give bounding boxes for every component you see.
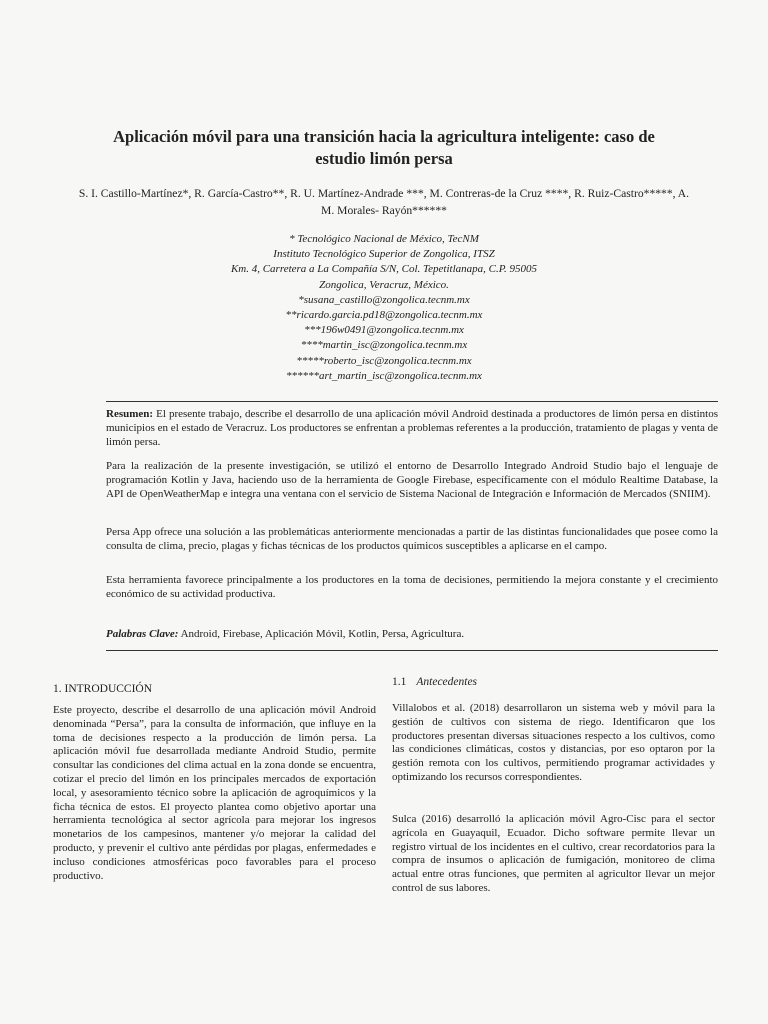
keywords-text: Android, Firebase, Aplicación Móvil, Kotlin, Persa, Agricultura. xyxy=(180,628,465,640)
keywords xyxy=(106,627,718,641)
abstract-paragraph-4: Esta herramienta favorece principalmente a los productores en la toma de decisiones, permitiendo la mejora constante y el crecimiento económico de su actividad productiva. xyxy=(106,574,718,600)
paper-title xyxy=(70,126,698,170)
author-email: ******art_martin_isc@zongolica.tecnm.mx xyxy=(286,369,482,382)
author-email: *****roberto_isc@zongolica.tecnm.mx xyxy=(296,354,472,367)
authors-line-2: M. Morales- Rayón****** xyxy=(321,204,447,217)
section-heading-introduction: 1. INTRODUCCIÓN xyxy=(53,683,153,695)
author-email: *susana_castillo@zongolica.tecnm.mx xyxy=(298,293,470,306)
author-email: ****martin_isc@zongolica.tecnm.mx xyxy=(300,339,468,352)
introduction-text: Este proyecto, describe el desarrollo de una aplicación móvil Android denominada “Persa”, para la consulta de información, que influye en la toma de decisiones respecto a la producción de limón persa. La aplicación móvil fue desarrollada mediante Android Studio, permite consultar las condiciones del clima actual en la zona donde se encuentra, cotizar el precio del limón en los principales mercados de exportación local, y asesoramiento técnico sobre la aplicación de agroquímicos y la ficha técnica de estos. El proyecto plantea como objetivo aportar una herramienta tecnológica al sector agrícola para mejorar los ingresos monetarios de los campesinos, mantener y/o mejorar la calidad del producto, y prevenir el cultivo ante pérdidas por plagas, enfermedades e incluso condiciones atmosféricas poco favorables para el proceso productivo. xyxy=(53,704,376,882)
subsection-number: 1.1 xyxy=(392,676,407,688)
keywords-label: Palabras Clave: xyxy=(106,628,179,640)
subsection-title: Antecedentes xyxy=(416,676,478,688)
abstract-box xyxy=(106,401,718,651)
subsection-heading-antecedentes xyxy=(392,676,477,688)
affiliation-line: Zongolica, Veracruz, México. xyxy=(319,278,449,291)
abstract-text: El presente trabajo, describe el desarrollo de una aplicación móvil Android destinada a productores de limón persa en distintos municipios en el estado de Veracruz. Los productores se enfrentan a problemas referentes a la producción, tratamiento de plagas y venta de limón persa. xyxy=(106,408,718,448)
antecedentes-paragraph-2: Sulca (2016) desarrolló la aplicación móvil Agro-Cisc para el sector agrícola en Guayaquil, Ecuador. Dicho software permite llevar un registro virtual de los incidentes en el cultivo, crear recordatorios para la compra de insumos o aplicación de fumigación, monitoreo de clima actual entre otras funciones, que permiten al agricultor llevar un mejor control de sus labores. xyxy=(392,813,715,894)
authors-line-1: S. I. Castillo-Martínez*, R. García-Castro**, R. U. Martínez-Andrade ***, M. Contreras-de la Cruz ****, R. Ruiz-Castro*****, A. xyxy=(78,187,690,200)
author-email: **ricardo.garcia.pd18@zongolica.tecnm.mx xyxy=(285,309,483,322)
affiliation-line: * Tecnológico Nacional de México, TecNM xyxy=(289,233,479,245)
abstract-paragraph-2: Para la realización de la presente investigación, se utilizó el entorno de Desarrollo Integrado Android Studio bajo el lenguaje de programación Kotlin y Java, haciendo uso de la herramienta de Google Firebase, específicamente con el módulo Realtime Database, la API de OpenWeatherMap e integra una ventana con el servicio de Sistema Nacional de Integración e Información de Mercados (SNIIM). xyxy=(106,460,718,500)
author-list xyxy=(46,185,722,219)
antecedentes-paragraph-1: Villalobos et al. (2018) desarrollaron un sistema web y móvil para la gestión de cultivos con sistema de riego. Identificaron que los productores presentan diversas situaciones respecto a los cultivos, como las condiciones climáticas, costos y distancias, por eso optaron por la gestión remota con los cultivos, permitiendo programar actividades y optimizando los recursos correspondientes. xyxy=(392,702,715,783)
affiliation-block xyxy=(150,232,618,384)
title-line-2: estudio limón persa xyxy=(315,149,453,168)
affiliation-line: Instituto Tecnológico Superior de Zongolica, ITSZ xyxy=(273,248,495,261)
affiliation-line: Km. 4, Carretera a La Compañía S/N, Col. Tepetitlanapa, C.P. 95005 xyxy=(230,263,538,276)
title-line-1: Aplicación móvil para una transición hacia la agricultura inteligente: caso de xyxy=(113,127,655,146)
abstract-paragraph-3: Persa App ofrece una solución a las problemáticas anteriormente mencionadas a partir de las distintas funcionalidades que posee como la consulta de clima, precio, plagas y fichas técnicas de los productos químicos susceptibles a aplicarse en el campo. xyxy=(106,526,718,552)
author-email: ***196w0491@zongolica.tecnm.mx xyxy=(304,324,464,337)
abstract-paragraph-1 xyxy=(106,407,718,449)
abstract-label: Resumen: xyxy=(106,408,154,420)
